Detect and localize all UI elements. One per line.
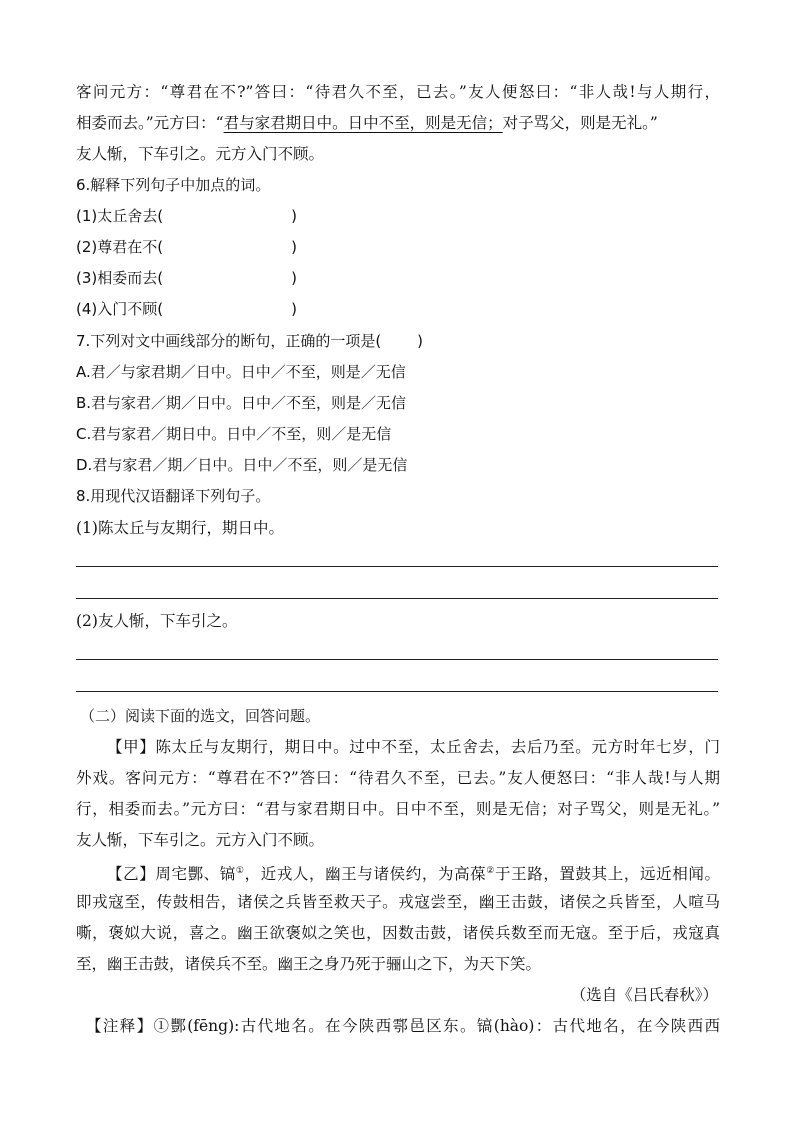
q6-item-3-close: )	[291, 269, 297, 287]
underlined-sentence: 君与家君期日中。日中不至，则是无信；	[223, 114, 503, 132]
passage-line-3: 友人惭，下车引之。元方入门不顾。	[76, 145, 325, 163]
q6-item-1-text: (1)太丘舍去(	[76, 207, 164, 225]
q8-prompt: 8.用现代汉语翻译下列句子。	[76, 487, 271, 505]
yi-line-1-c: 于王路，置鼓其上，远近相闻。	[494, 865, 720, 884]
note-marker-1: ①	[235, 866, 245, 876]
answer-line-1[interactable]	[76, 566, 718, 567]
q7-prompt	[76, 331, 423, 351]
yi-line-2: 即戎寇至，传鼓相告，诸侯之兵皆至救天子。戎寇尝至，幽王击鼓，诸侯之兵皆至，人喧马	[76, 893, 720, 911]
annotation-note: 【注释】①酆(fēng):古代地名。在今陕西鄠邑区东。镐(hào)：古代地名，在今陕西西	[86, 1017, 720, 1035]
yi-line-1	[107, 861, 720, 884]
jia-line-3: 行，相委而去。”元方曰：“君与家君期日中。日中不至，则是无信；对子骂父，则是无礼。”	[76, 800, 720, 818]
jia-line-1: 【甲】陈太丘与友期行，期日中。过中不至，太丘舍去，去后乃至。元方时年七岁，门	[107, 738, 720, 756]
jia-line-2: 外戏。客问元方：“尊君在不?”答曰：“待君久不至，已去。”友人便怒曰：“非人哉!与人期	[76, 769, 720, 787]
q7-option-b: B.君与家君／期／日中。日中／不至，则是／无信	[76, 394, 407, 412]
yi-line-1-b: ，近戎人，幽王与诸侯约，为高葆	[244, 865, 487, 884]
q6-item-2	[76, 237, 297, 257]
passage-line-2-end: 对子骂父，则是无礼。”	[502, 114, 658, 132]
q7-prompt-text: 7.下列对文中画线部分的断句，正确的一项是(	[76, 332, 382, 350]
q6-item-4	[76, 299, 297, 319]
q6-item-2-text: (2)尊君在不(	[76, 238, 164, 256]
q6-item-3-text: (3)相委而去(	[76, 269, 164, 287]
q6-item-1-close: )	[291, 207, 297, 225]
answer-line-4[interactable]	[76, 691, 718, 692]
jia-line-4: 友人惭，下车引之。元方入门不顾。	[76, 831, 325, 849]
q7-option-c: C.君与家君／期日中。日中／不至，则／是无信	[76, 425, 392, 443]
answer-line-2[interactable]	[76, 598, 718, 599]
source-citation: （选自《吕氏春秋》）	[570, 986, 718, 1004]
yi-line-3: 嘶，褒姒大说，喜之。幽王欲褒姒之笑也，因数击鼓，诸侯兵数至而无寇。至于后，戎寇真	[76, 924, 720, 942]
section-2-heading: （二）阅读下面的选文，回答问题。	[80, 707, 321, 725]
passage-line-2-start: 相委而去。”元方曰：“	[76, 114, 224, 132]
q6-item-4-text: (4)入门不顾(	[76, 300, 164, 318]
q7-option-d: D.君与家君／期／日中。日中／不至，则／是无信	[76, 456, 408, 474]
q6-item-2-close: )	[291, 238, 297, 256]
q6-item-1	[76, 206, 297, 226]
q6-prompt: 6.解释下列句子中加点的词。	[76, 176, 271, 194]
q7-prompt-close: )	[417, 332, 424, 350]
q6-item-4-close: )	[291, 300, 297, 318]
q7-option-a: A.君／与家君期／日中。日中／不至，则是／无信	[76, 363, 406, 381]
q8-item-2: (2)友人惭，下车引之。	[76, 612, 238, 630]
q8-item-1: (1)陈太丘与友期行，期日中。	[76, 519, 284, 537]
yi-line-1-a: 【乙】周宅酆、镐	[107, 865, 236, 884]
answer-line-3[interactable]	[76, 659, 718, 660]
passage-line-1: 客问元方：“尊君在不?”答曰：“待君久不至，已去。”友人便怒曰：“非人哉!与人期行，	[76, 83, 720, 101]
yi-line-4: 至，幽王击鼓，诸侯兵不至。幽王之身乃死于骊山之下，为天下笑。	[76, 955, 542, 973]
q6-item-3	[76, 268, 297, 288]
note-marker-2: ②	[486, 866, 495, 876]
passage-line-2	[76, 113, 658, 133]
